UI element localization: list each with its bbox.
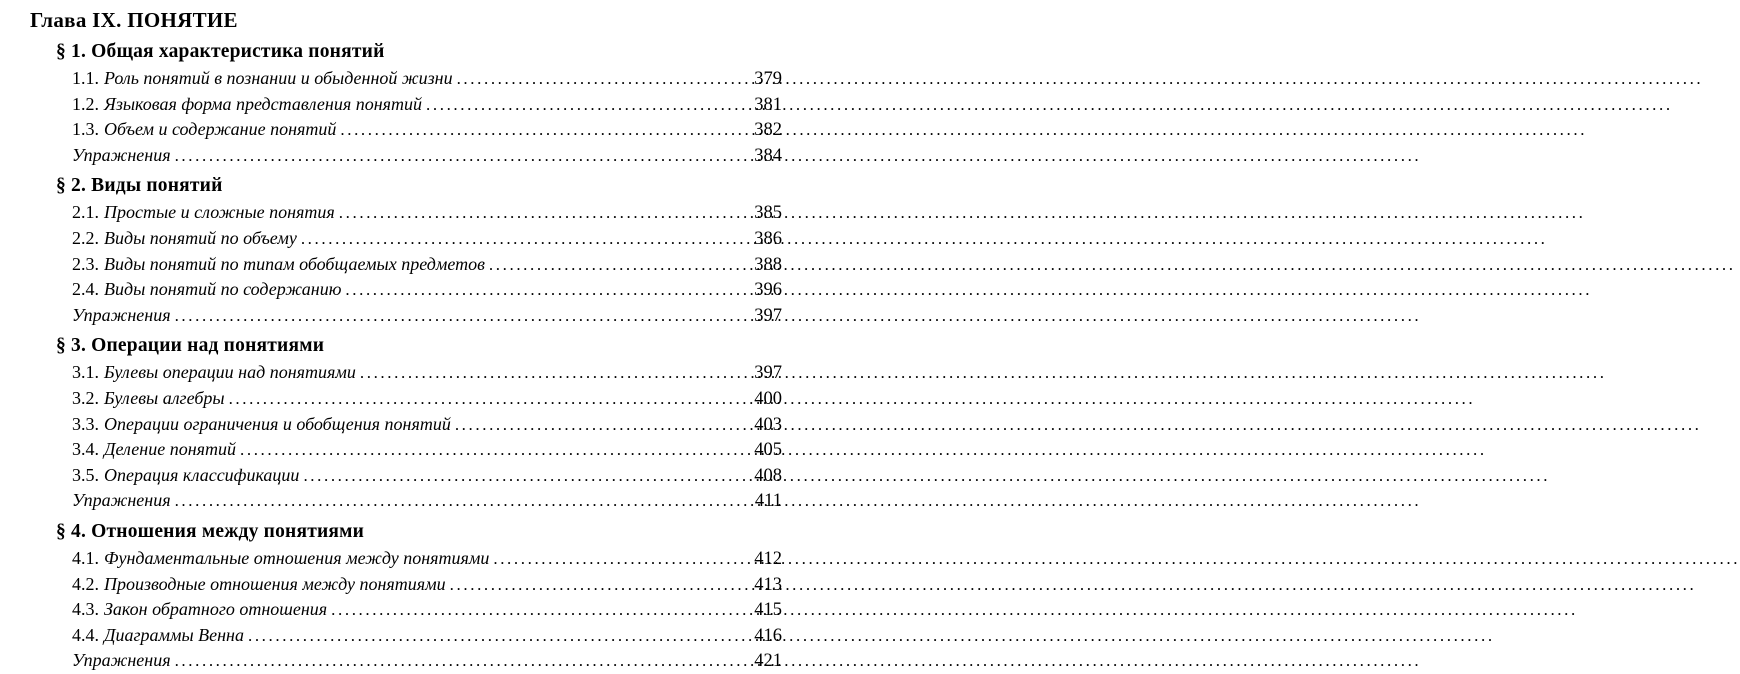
dot-leader (450, 572, 747, 598)
dot-leader (301, 226, 747, 252)
toc-entry (72, 117, 782, 143)
entry-page-number: 382 (754, 120, 782, 141)
section-entries (72, 360, 782, 514)
entry-number: 1.3. (72, 119, 99, 140)
entry-number: 3.4. (72, 439, 99, 460)
toc-entry (72, 200, 782, 226)
toc-entry (72, 386, 782, 412)
toc-entry (72, 463, 782, 489)
toc-section (30, 173, 782, 328)
dot-leader (339, 200, 747, 226)
dot-leader (457, 66, 747, 92)
entry-page-number: 403 (754, 414, 782, 435)
entry-page-number: 379 (754, 69, 782, 89)
entry-page-number: 411 (754, 491, 782, 512)
section-heading: § 4. Отношения между понятиями (56, 520, 365, 542)
entry-number: 4.1. (72, 547, 99, 568)
entry-number: 2.1. (72, 202, 99, 223)
entry-page-number: 381 (754, 94, 782, 115)
dot-leader (303, 463, 747, 489)
toc-entry (72, 277, 782, 303)
entry-title: Производные отношения между понятиями (104, 573, 446, 594)
toc-entry (72, 143, 782, 169)
entry-title: Языковая форма представления понятий (104, 93, 423, 114)
entry-number: 3.2. (72, 387, 99, 408)
toc-sections (30, 39, 782, 674)
entry-number: 1.2. (72, 93, 99, 114)
entry-title: Операция классификации (104, 464, 300, 485)
entry-page-number: 421 (754, 651, 782, 672)
dot-leader (360, 360, 747, 386)
chapter-title: Глава IX. ПОНЯТИЕ (30, 8, 238, 32)
entry-number: 4.2. (72, 573, 99, 594)
entry-number: 2.3. (72, 253, 99, 274)
dot-leader (493, 546, 747, 572)
entry-page-number: 408 (754, 465, 782, 486)
toc-entry (72, 488, 782, 514)
entry-page-number: 413 (754, 574, 782, 595)
entry-page-number: 415 (754, 600, 782, 621)
entry-number: 2.2. (72, 227, 99, 248)
dot-leader (426, 92, 747, 118)
entry-number: 3.3. (72, 413, 99, 434)
toc-entry (72, 92, 782, 118)
entry-page-number: 396 (754, 280, 782, 301)
dot-leader (240, 437, 747, 463)
entry-title: Булевы операции над понятиями (104, 362, 356, 383)
entry-page-number: 388 (754, 254, 782, 275)
toc-entry (72, 226, 782, 252)
dot-leader (489, 252, 747, 278)
entry-title: Простые и сложные понятия (104, 202, 335, 223)
entry-number: 4.3. (72, 599, 99, 620)
toc-entry (72, 252, 782, 278)
entry-title: Фундаментальные отношения между понятиями (104, 547, 490, 568)
toc-entry (72, 360, 782, 386)
toc-section (30, 333, 782, 514)
toc-entry (72, 623, 782, 649)
entry-title: Виды понятий по объему (104, 227, 297, 248)
entry-page-number: 397 (754, 305, 782, 326)
toc-entry (72, 546, 782, 572)
dot-leader (229, 386, 747, 412)
entry-title: Упражнения (72, 490, 171, 511)
dot-leader (175, 303, 747, 329)
entry-page-number: 400 (754, 388, 782, 409)
dot-leader (331, 597, 747, 623)
entry-title: Операции ограничения и обобщения понятий (104, 413, 451, 434)
toc-entry (72, 437, 782, 463)
entry-title: Объем и содержание понятий (104, 119, 337, 140)
entry-page-number: 405 (754, 440, 782, 461)
entry-number: 1.1. (72, 68, 99, 88)
section-entries (72, 200, 782, 328)
toc-entry (72, 597, 782, 623)
entry-page-number: 384 (754, 145, 782, 166)
dot-leader (175, 648, 747, 674)
entry-title: Виды понятий по типам обобщаемых предметов (104, 253, 485, 274)
entry-title: Упражнения (72, 650, 171, 671)
entry-title: Роль понятий в познании и обыденной жизни (104, 68, 453, 88)
toc-entry (72, 572, 782, 598)
entry-title: Закон обратного отношения (104, 599, 328, 620)
toc-section (30, 39, 782, 168)
dot-leader (248, 623, 747, 649)
entry-title: Виды понятий по содержанию (104, 279, 342, 300)
dot-leader (455, 412, 747, 438)
entry-page-number: 386 (754, 228, 782, 249)
section-entries (72, 546, 782, 674)
toc-section (30, 519, 782, 674)
section-entries (72, 66, 782, 168)
entry-number: 3.1. (72, 362, 99, 383)
entry-number: 4.4. (72, 624, 99, 645)
toc-entry (72, 412, 782, 438)
dot-leader (175, 488, 747, 514)
entry-title: Деление понятий (104, 439, 236, 460)
entry-title: Диаграммы Венна (104, 624, 244, 645)
entry-title: Упражнения (72, 144, 171, 165)
entry-title: Упражнения (72, 304, 171, 325)
toc-entry (72, 303, 782, 329)
dot-leader (345, 277, 747, 303)
entry-page-number: 397 (754, 363, 782, 384)
dot-leader (340, 117, 747, 143)
toc-entry (72, 648, 782, 674)
entry-title: Булевы алгебры (104, 387, 225, 408)
entry-number: 2.4. (72, 279, 99, 300)
toc-page (0, 0, 812, 672)
section-heading: § 1. Общая характеристика понятий (56, 41, 385, 62)
entry-page-number: 416 (754, 625, 782, 646)
entry-number: 3.5. (72, 464, 99, 485)
entry-page-number: 412 (754, 548, 782, 569)
section-heading: § 3. Операции над понятиями (56, 335, 325, 357)
entry-page-number: 385 (754, 203, 782, 224)
dot-leader (175, 143, 747, 169)
toc-entry (72, 66, 782, 92)
section-heading: § 2. Виды понятий (56, 175, 223, 197)
